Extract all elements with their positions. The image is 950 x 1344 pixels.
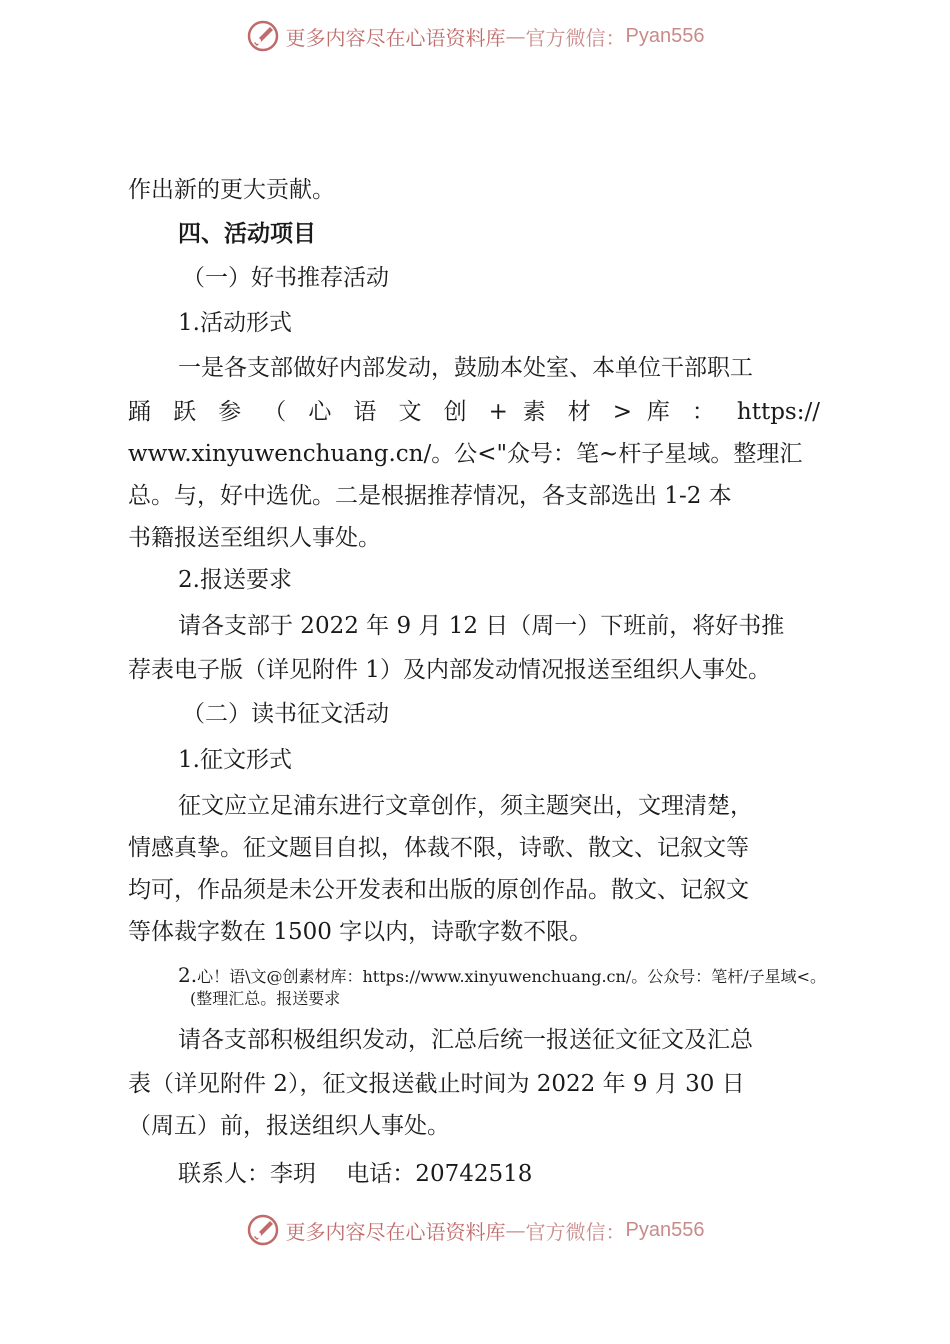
body-line: www.xinyuwenchuang.cn/。公<"众号：笔~杆子星域。整理汇 xyxy=(128,441,803,467)
body-line: 作出新的更大贡献。 xyxy=(128,177,335,203)
subsection-heading: （一）好书推荐活动 xyxy=(182,265,389,291)
item-number: 2. xyxy=(178,963,198,987)
banner-dash: — xyxy=(505,1218,526,1242)
section-heading: 四、活动项目 xyxy=(178,220,316,247)
banner-wechat-label: 官方微信： xyxy=(525,25,626,50)
subsection-heading: （二）读书征文活动 xyxy=(182,701,389,727)
contact-line: 联系人：李玥 电话：20742518 xyxy=(178,1161,533,1187)
body-line: 等体裁字数在 1500 字以内，诗歌字数不限。 xyxy=(128,919,593,945)
item-heading: 1.活动形式 xyxy=(178,310,292,336)
banner-wechat-id: Pyan556 xyxy=(625,24,705,47)
watermark-line xyxy=(178,964,826,988)
body-line: （周五）前，报送组织人事处。 xyxy=(128,1113,450,1139)
item-heading: 2.报送要求 xyxy=(178,567,292,593)
banner-wechat-id: Pyan556 xyxy=(625,1218,705,1241)
banner-title: 更多内容尽在心语资料库 xyxy=(285,25,506,50)
banner-title: 更多内容尽在心语资料库 xyxy=(285,1219,506,1244)
item-heading: 1.征文形式 xyxy=(178,747,292,773)
body-line: 请各支部积极组织发动，汇总后统一报送征文征文及汇总 xyxy=(178,1027,753,1053)
banner-wechat-label: 官方微信： xyxy=(525,1219,626,1244)
body-line: 踊 跃 参 （ 心 语 文 创 + 素 材 > 库 ： https:// xyxy=(128,399,820,425)
body-line: 表（详见附件 2），征文报送截止时间为 2022 年 9 月 30 日 xyxy=(128,1071,745,1097)
body-line: 一是各支部做好内部发动，鼓励本处室、本单位干部职工 xyxy=(178,355,753,381)
body-line: 情感真挚。征文题目自拟，体裁不限，诗歌、散文、记叙文等 xyxy=(128,835,749,861)
brand-logo-icon xyxy=(246,1213,280,1247)
watermark-text: 心！语\文@创素材库：https://www.xinyuwenchuang.cn/。公众号：笔杆/子星域<。 xyxy=(197,967,827,986)
watermark-line: (整理汇总。报送要求 xyxy=(190,989,341,1008)
body-line: 请各支部于 2022 年 9 月 12 日（周一）下班前，将好书推 xyxy=(178,613,785,639)
body-line: 征文应立足浦东进行文章创作，须主题突出，文理清楚， xyxy=(178,793,753,819)
footer-banner xyxy=(0,1208,950,1252)
body-line: 均可，作品须是未公开发表和出版的原创作品。散文、记叙文 xyxy=(128,877,749,903)
body-line: 总。与，好中选优。二是根据推荐情况，各支部选出 1-2 本 xyxy=(128,483,732,509)
banner-dash: — xyxy=(505,24,526,48)
header-banner xyxy=(0,14,950,58)
body-line: 书籍报送至组织人事处。 xyxy=(128,525,381,551)
brand-logo-icon xyxy=(246,19,280,53)
body-line: 荐表电子版（详见附件 1）及内部发动情况报送至组织人事处。 xyxy=(128,657,771,683)
